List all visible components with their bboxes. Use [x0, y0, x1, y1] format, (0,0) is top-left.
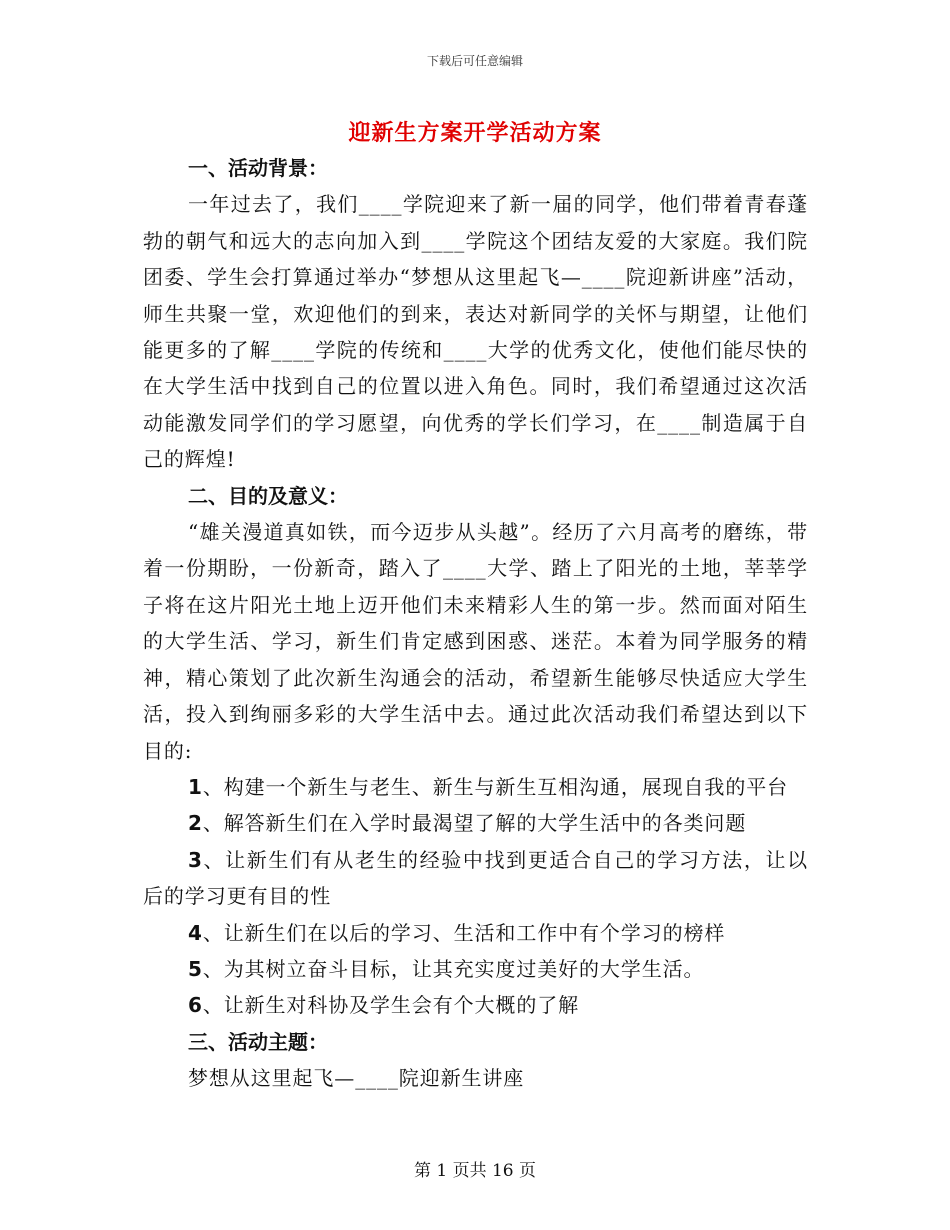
list-item: 6、让新生对科协及学生会有个大概的了解 [188, 993, 580, 1018]
list-item: 1、构建一个新生与老生、新生与新生互相沟通，展现自我的平台 [188, 774, 789, 799]
background-paragraph: 一年过去了，我们____学院迎来了新一届的同学，他们带着青春蓬勃的朝气和远大的志向加入到____学院这个团结友爱的大家庭。我们院团委、学生会打算通过举办“梦想从这里起飞—____院迎新讲座”活动，师生共聚一堂，欢迎他们的到来，表达对新同学的关怀与期望，让他们能更多的了解____学院的传统和____大学的优秀文化，使他们能尽快的在大学生活中找到自己的位置以进入角色。同时，我们希望通过这次活动能激发同学们的学习愿望，向优秀的学长们学习，在____制造属于自己的辉煌! [143, 192, 808, 472]
document-title: 迎新生方案开学活动方案 [348, 120, 602, 146]
section-heading-background: 一、活动背景： [188, 156, 328, 180]
list-item: 3、让新生们有从老生的经验中找到更适合自己的学习方法，让以后的学习更有目的性 [143, 847, 808, 909]
list-item: 2、解答新生们在入学时最渴望了解的大学生活中的各类问题 [188, 811, 747, 836]
purpose-paragraph: “雄关漫道真如铁，而今迈步从头越”。经历了六月高考的磨练，带着一份期盼，一份新奇，踏入了____大学、踏上了阳光的土地，莘莘学子将在这片阳光土地上迈开他们未来精彩人生的第一步。然而面对陌生的大学生活、学习，新生们肯定感到困惑、迷茫。本着为同学服务的精神，精心策划了此次新生沟通会的活动，希望新生能够尽快适应大学生活，投入到绚丽多彩的大学生活中去。通过此次活动我们希望达到以下目的: [143, 520, 808, 763]
theme-text: 梦想从这里起飞—____院迎新生讲座 [188, 1066, 525, 1091]
section-heading-purpose: 二、目的及意义： [188, 483, 348, 508]
list-item: 4、让新生们在以后的学习、生活和工作中有个学习的榜样 [188, 920, 726, 945]
document-body [143, 150, 808, 1097]
page-header: 下载后可任意编辑 [426, 54, 523, 68]
section-heading-theme: 三、活动主题： [188, 1029, 328, 1054]
page-footer: 第 1 页共 16 页 [413, 1161, 537, 1181]
list-item: 5、为其树立奋斗目标，让其充实度过美好的大学生活。 [188, 956, 705, 981]
